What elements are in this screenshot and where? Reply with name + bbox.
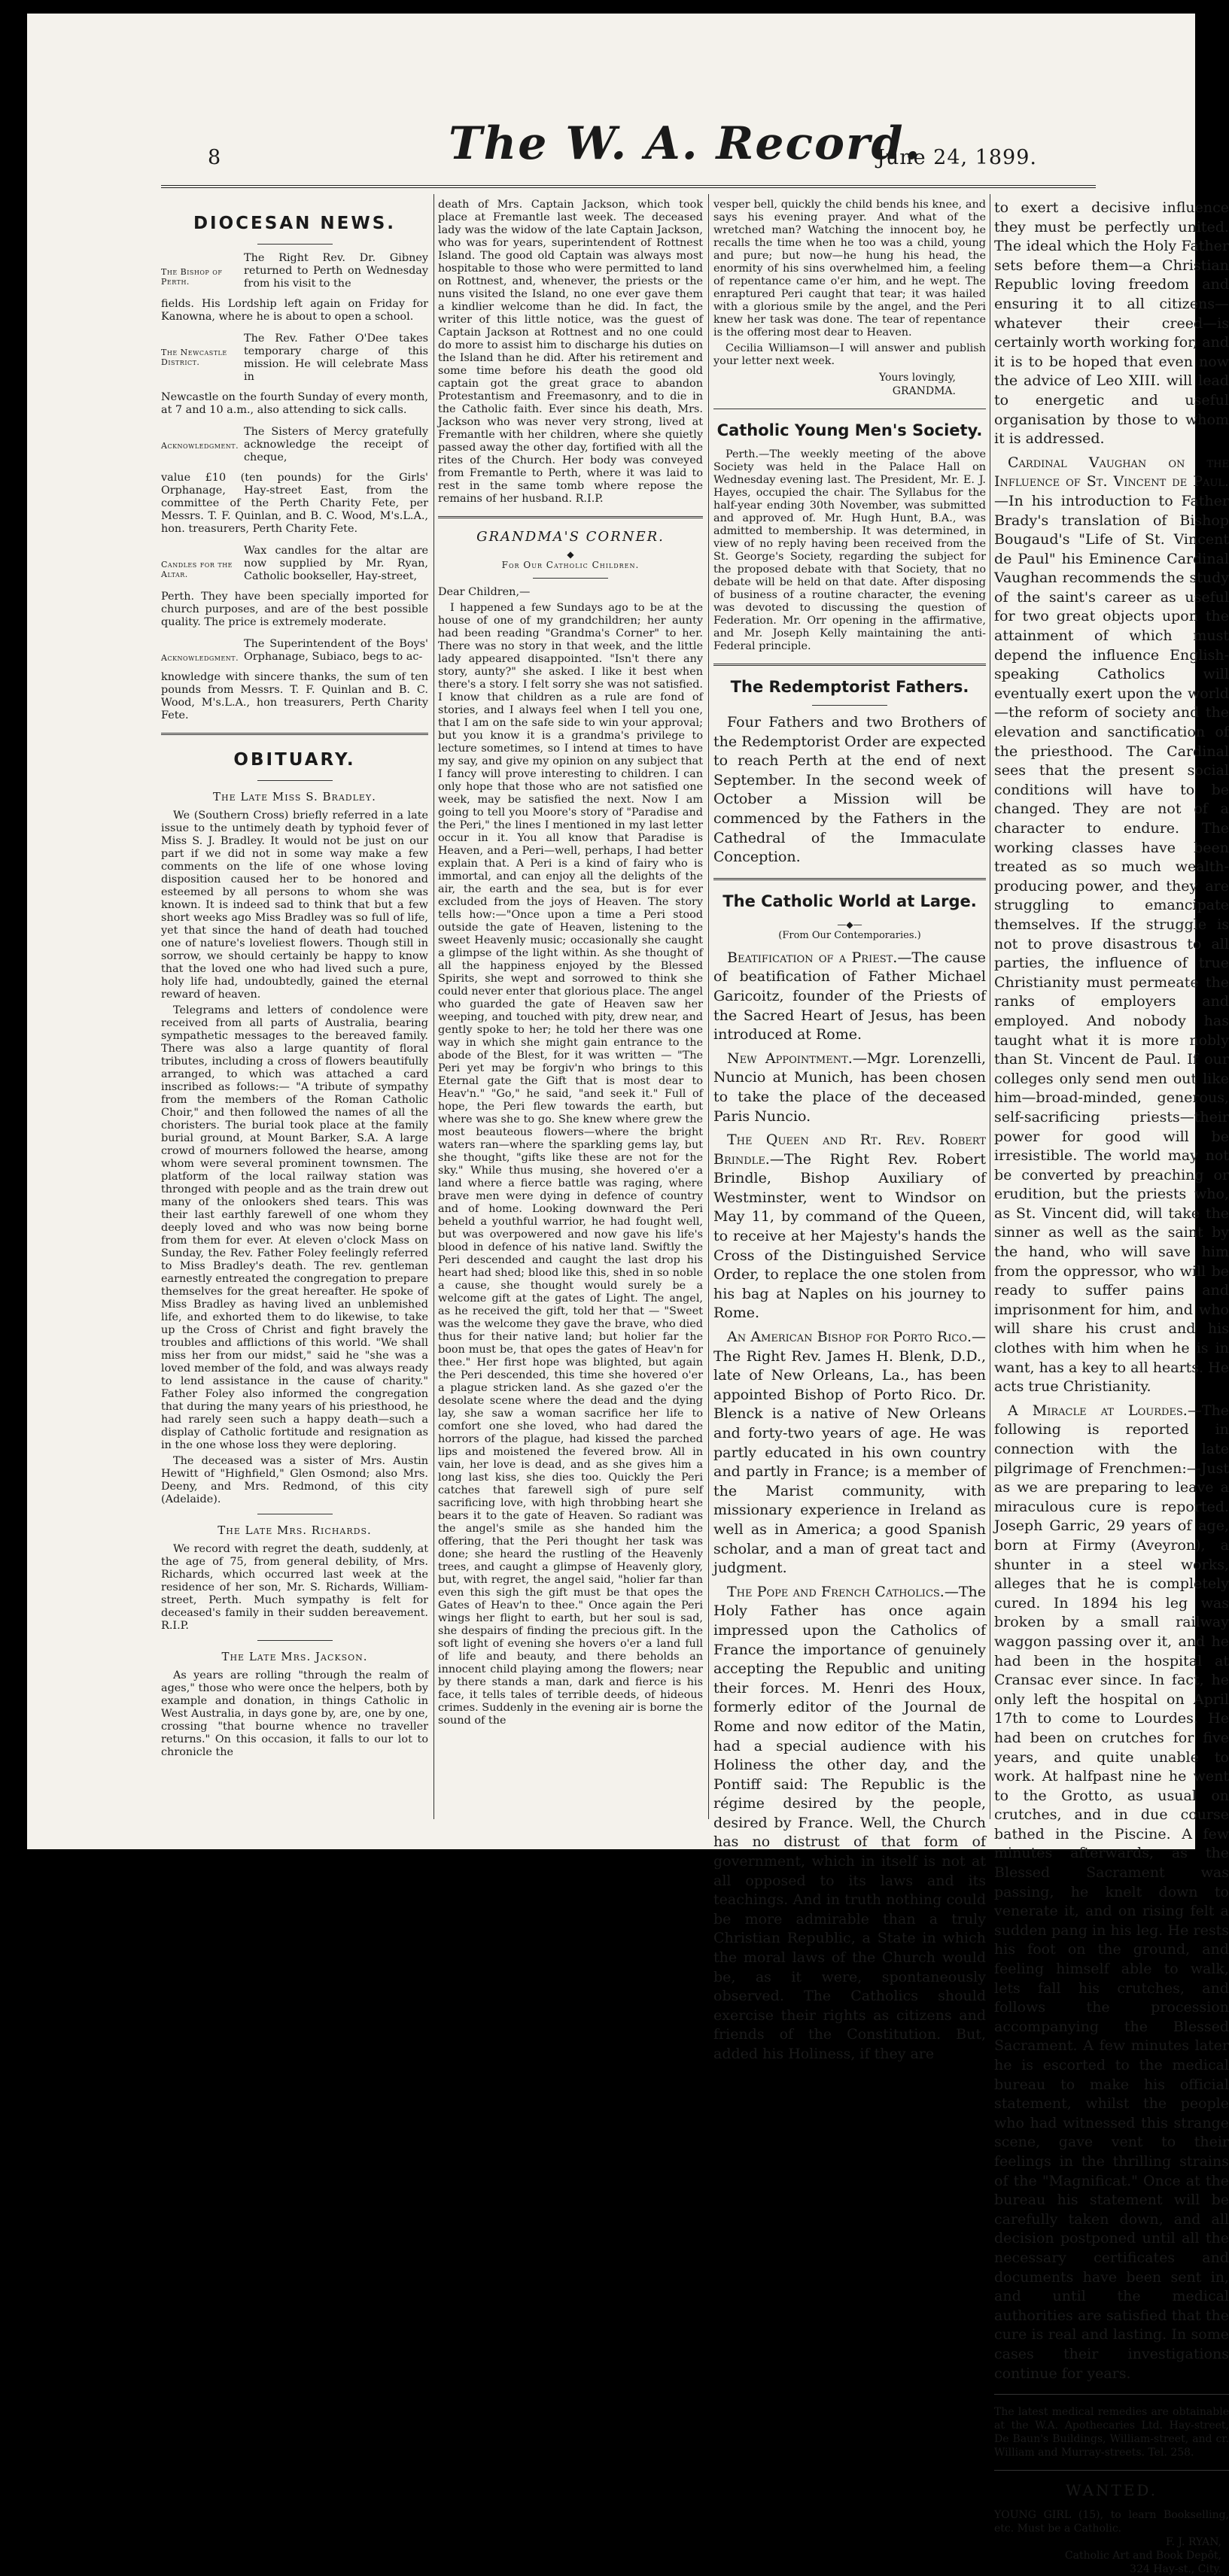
lourdes-text: —The following is reported in connection with the late pilgrimage of Frenchmen:—Just as we are preparing to leave a miraculous cure is reported. Joseph Garric, 29 years of age, born at Firmy (Aveyron), a shunter in a steel works, alleges that he is completely cured. In 1894 his leg was broken by a small railway waggon passing over it, and he had been in the hospital at Cransac ever since. In fact, he only left the hospital on April 17th to come to Lourdes. He had been on crutches for five years, and quite unable to work. At halfpast nine he went to the Grotto, as usual on crutches, and in due course bathed in the Piscine. A few minutes afterwards, as the Blessed Sacrament was passing, he knelt down to venerate it, and on rising felt a sudden pang in his leg. He rests his foot on the ground, and feeling himself able to walk, lets fall his crutches, and follows the procession accompanying the Blessed Sacrament. A few minutes later he is escorted to the medical bureau to make his official statement, whilst the people who had witnessed this strange scene, gave vent to their feelings in the thrilling strains of the "Magnificat." Once at the bureau his statement will be carefully taken down, and all decision postponed until all the necessary certificates and documents have been sent in, and until the medical authorities are satisfied that the cure is real and lasting. In some cases their investigations continue for years. — [994, 1402, 1229, 2382]
vaughan-paragraph — [994, 454, 1229, 1397]
issue-date: June 24, 1899. — [877, 146, 1037, 169]
page-number: 8 — [208, 146, 221, 169]
divider — [994, 2470, 1229, 2471]
wanted-sign-name: F. J. RYAN, — [1165, 2536, 1221, 2549]
wanted-heading: WANTED. — [1065, 2481, 1158, 2500]
catholic-world-item — [713, 1050, 986, 1126]
item-lead: Beatification of a Priest. — [727, 949, 898, 966]
notice-label: Acknowledgment. — [161, 441, 239, 451]
notice-label: Acknowledgment. — [161, 653, 239, 663]
catholic-world-item — [713, 949, 986, 1045]
diocesan-notice — [161, 545, 428, 583]
cecilia-note: Cecilia Williamson—I will answer and publish your letter next week. — [713, 342, 986, 367]
divider — [161, 733, 428, 735]
notice-label: The Bishop of Perth. — [161, 267, 223, 287]
catholic-world-item — [713, 1328, 986, 1578]
apothecaries-ad: The latest medical remedies are obtainable at the W.A. Apothecaries Ltd. Hay-street, De Baun's Buildings, William-street, and cr. William and Murray-streets. Tel. 258. — [994, 2406, 1229, 2459]
column-4 — [994, 199, 1229, 2576]
notice-text: The Superintendent of the Boys' Orphanage, Subiaco, begs to ac- — [244, 638, 428, 663]
grandmas-corner-heading: GRANDMA'S CORNER. — [476, 529, 665, 545]
column-divider — [708, 194, 709, 1819]
column-3 — [713, 199, 986, 2062]
catholic-world-source: (From Our Contemporaries.) — [778, 929, 921, 941]
wanted-sign-address: 324 Hay-st., City. — [1130, 2563, 1221, 2576]
divider — [713, 878, 986, 880]
richards-paragraph: We record with regret the death, suddenly, at the age of 75, from general debility, of Mrs. Richards, which occurred last week at the residence of her son, Mr. S. Richards, William-street, Perth. Much sympathy is felt for deceased's family in their sudden bereavement. R.I.P. — [161, 1543, 428, 1632]
diocesan-notice — [161, 333, 428, 384]
item-text: —The Right Rev. James H. Blenk, D.D., late of New Orleans, La., has been appointed Bishop of Porto Rico. Dr. Blenck is a native of New Orleans and forty-two years of age. He was partly educated in his own country and partly in France; is a member of the Marist community, with missionary experience in Ireland as well as in America; a good Spanish scholar, and a man of great tact and judgment. — [713, 1329, 986, 1577]
salutation: Dear Children,— — [438, 586, 531, 598]
jackson-heading: The Late Mrs. Jackson. — [221, 1650, 368, 1663]
grandma-paragraph: I happened a few Sundays ago to be at the house of one of my grandchildren; her aunty had been reading "Grandma's Corner" to her. There was no story in that week, and the little lady appeared disappointed. "Isn't there any story, aunty?" she asked. I like it best when there's a story. I felt sorry she was not satisfied. I know that children as a rule are fond of stories, and I always feel when I tell you one, that I am on the safe side to win your approval; but you know it is a grandma's privilege to lecture sometimes, so I intend at times to have my say, and give my opinion on any subject that I fancy will prove interesting to children. I can only hope that those who are not satisfied one week, may be satisfied the next. Now I am going to tell you Moore's story of "Paradise and the Peri," the lines I mentioned in my last letter occur in it. You all know that Paradise is Heaven, and a Peri—well, perhaps, I had better explain that. A Peri is a kind of fairy who is immortal, and can enjoy all the delights of the air, the earth and the sea, but is for ever excluded from the joys of Heaven. The story tells how:—"Once upon a time a Peri stood outside the gate of Heaven, listening to the sweet Heavenly music; occasionally she caught a glimpse of the light within. As she thought of all the happiness enjoyed by the Blessed Spirits, she wept and sorrowed to think she could never enter that glorious place. The angel who guarded the gate of Heaven saw her weeping, and touched with pity, drew near, and gently spoke to her; he told her there was one way in which she might gain entrance to the abode of the Blest, for it was written — "The Peri yet may be forgiv'n who brings to this Eternal gate the Gift that is most dear to Heav'n." "Go," he said, "and seek it." Full of hope, the Peri flew towards the earth, but where was she to go. She knew where grew the most beauteous flowers—where the bright waters ran—where the sparkling gems lay, but she thought, "gifts like these are not for the sky." While thus musing, she hovered o'er a land where a fierce battle was raging, where brave men were dying in defence of country and of home. Looking downward the Peri beheld a youthful warrior, he had fought well, but was overpowered and now gave his life's blood in defence of his native land. Swiftly the Peri descended and caught the last drop his heart had shed; blood like this, shed in so noble a cause, she thought would surely be a welcome gift at the gates of Light. The angel, as he received the gift, told her that — "Sweet was the welcome they gave the brave, who died thus for their native land; but holier far the boon must be, that opes the gates of Heav'n for thee." Her first hope was blighted, but again the Peri descended, this time she hovered o'er a plague stricken land. As she gazed o'er the desolate scene where the dead and the dying lay, she saw a woman sacrifice her life to comfort one she loved, who had dared the horrors of the plague, had kissed the parched lips and moistened the fevered brow. All in vain, her love is dead, and as she gives him a long last kiss, she dies too. Quickly the Peri catches that farewell sigh of pure self sacrificing love, with high throbbing heart she bears it to the gate of Heaven. So radiant was the angel's smile as she handed him the offering, that the Peri thought her task was done; she heard the rustling of the Heavenly trees, and caught a glimpse of Heavenly glory, but, with regret, the angel said, "holier far than even this sigh the gift must be that opes the Gates of Heav'n to thee." Once again the Peri wings her flight to earth, but her soul is sad, she despairs of finding the precious gift. In the soft light of evening she hovers o'er a land full of life and beauty, and there beholds an innocent child playing among the flowers; near by there stands a man, dark and fierce is his face, it tells tales of terrible deeds, of hideous crimes. Suddenly in the evening air is borne the sound of the — [438, 602, 703, 1727]
notice-text: The Sisters of Mercy gratefully acknowledge the receipt of cheque, — [244, 426, 428, 463]
bradley-paragraph: We (Southern Cross) briefly referred in a late issue to the untimely death by typhoid fever of Miss S. J. Bradley. It would not be just on our part if we did not in some way make a few comments on the life of one whose loving disposition caused her to be honored and esteemed by all persons to whom she was known. It is indeed sad to think that but a few short weeks ago Miss Bradley was so full of life, yet that since the hand of death had touched one of nature's loveliest flowers. Though still in sorrow, we should certainly be happy to know that the loved one who had lived such a pure, holy life had, undoubtedly, gained the eternal reward of heaven. — [161, 810, 428, 1001]
notice-label: Candles for the Altar. — [161, 560, 233, 579]
bradley-heading: The Late Miss S. Bradley. — [213, 790, 376, 803]
signature-name: GRANDMA. — [892, 385, 956, 397]
diocesan-news-heading: DIOCESAN NEWS. — [193, 214, 397, 233]
redemptorist-heading: The Redemptorist Fathers. — [730, 678, 969, 696]
divider — [812, 705, 887, 706]
pope-continued: to exert a decisive influence they must be perfectly united. The ideal which the Holy Father sets before them—a Christian Republic loving freedom and ensuring it to all citizens—whatever their creed—is certainly worth working for, and it is to be hoped that even now the advice of Leo XIII. will lead to energetic and useful organisation by those to whom it is addressed. — [994, 199, 1229, 448]
notice-text-cont: knowledge with sincere thanks, the sum of ten pounds from Messrs. T. F. Quinlan and B. C. Wood, M's.L.A., hon treasurers, Perth Charity Fete. — [161, 671, 428, 721]
obituary-heading: OBITUARY. — [233, 750, 356, 770]
masthead: The W. A. Record. — [449, 117, 922, 170]
newspaper-page — [27, 14, 1229, 2576]
column-divider — [433, 194, 434, 1819]
notice-text: Wax candles for the altar are now supplied by Mr. Ryan, Catholic bookseller, Hay-street, — [244, 545, 428, 582]
divider — [438, 516, 703, 518]
divider — [994, 2394, 1229, 2395]
item-lead: New Appointment. — [727, 1050, 853, 1067]
notice-text: The Right Rev. Dr. Gibney returned to Perth on Wednesday from his visit to the — [244, 252, 428, 290]
bradley-paragraph: The deceased was a sister of Mrs. Austin Hewitt of "Highfield," Glen Osmond; also Mrs. Deeny, and Mrs. Redmond, of this city (Adelaide). — [161, 1455, 428, 1505]
notice-text-cont: fields. His Lordship left again on Friday for Kanowna, where he is about to open a school. — [161, 298, 428, 323]
item-text: —The cause of beatification of Father Michael Garicoitz, founder of the Priests of the Sacred Heart of Jesus, has been introduced at Rome. — [713, 949, 986, 1043]
catholic-world-heading: The Catholic World at Large. — [722, 892, 977, 910]
richards-heading: The Late Mrs. Richards. — [218, 1523, 372, 1537]
diocesan-notice — [161, 638, 428, 664]
divider — [257, 780, 333, 781]
cymsoc-heading: Catholic Young Men's Society. — [716, 421, 983, 439]
wanted-sign-shop: Catholic Art and Book Depôt, — [1064, 2550, 1221, 2562]
divider — [533, 578, 608, 579]
vaughan-text: —In his introduction to Father Brady's translation of Bishop Bougaud's "Life of St. Vincent de Paul" his Eminence Cardinal Vaughan recommends the study of the saint's career as useful for two great objects upon the attainment of which must depend the influence English-speaking Catholics will eventually exert upon the world—the reform of society and the elevation and sanctification of the priesthood. The Cardinal sees that the present social conditions will have to be changed. They are not of a character to endure. The working classes have been treated as so much wealth-producing power, and they are struggling to emancipate themselves. If the struggle is not to prove disastrous to all parties, the influence of true Christianity must permeate the ranks of employers and employed. And nobody has taught what it is more nobly than St. Vincent de Paul. If our colleges only send men out like him—broad-minded, generous, self-sacrificing priests—their power for good will be irresistible. The world may not be converted by preaching or erudition, but the priests who, as St. Vincent did, will take the sinner as well as the saint by the hand, who will save him from the oppressor, who will be ready to suffer pains and imprisonment for him, and who will share his crust and his clothes with him when he is in want, has a key to all hearts. He acts true Christianity. — [994, 492, 1229, 1396]
diamond-ornament: ◆ — [567, 549, 574, 560]
notice-text-cont: value £10 (ten pounds) for the Girls' Orphanage, Hay-street East, from the committee of the Perth Charity Fete, per Messrs. T. F. Quinlan, and B. C. Wood, M's.L.A., hon. treasurers, Perth Charity Fete. — [161, 472, 428, 535]
page-header — [27, 14, 1195, 194]
item-lead: An American Bishop for Porto Rico. — [727, 1329, 972, 1346]
signature-line: Yours lovingly, — [878, 372, 956, 384]
notice-label: The Newcastle District. — [161, 348, 227, 367]
catholic-world-item — [713, 1583, 986, 2064]
item-lead: The Pope and French Catholics. — [727, 1583, 945, 1600]
column-2 — [438, 199, 703, 1819]
diocesan-notice — [161, 252, 428, 290]
notice-text: The Rev. Father O'Dee takes temporary charge of this mission. He will celebrate Mass in — [244, 333, 428, 383]
jackson-paragraph: As years are rolling "through the realm of ages," those who were once the helpers, both by example and donation, in things Catholic in West Australia, in days gone by, are, one by one, crossing "that bourne whence no traveller returns." On this occasion, it falls to our lot to chronicle the — [161, 1669, 428, 1758]
jackson-continued: death of Mrs. Captain Jackson, which took place at Fremantle last week. The deceased lady was the widow of the late Captain Jackson, who was for years, superintendent of Rottnest Island. The good old Captain was always most hospitable to those who were permitted to land on Rottnest, and, whenever, the priests or the nuns visited the Island, no one ever gave them a kindlier welcome than he did. In fact, the writer of this little notice, was the guest of Captain Jackson at Rottnest and no one could do more to assist him to discharge his duties on the Island than he did. After his retirement and some time before his death the good old captain got the great grace to abandon Protestantism and Freemasonry, and to die in the Catholic faith. Ever since his death, Mrs. Jackson who was never very strong, lived at Fremantle with her children, where she quietly passed away the other day, fortified with all the rites of the Church. Her body was conveyed from Fremantle to Perth, where it was laid to rest in the same tomb where repose the remains of her husband. R.I.P. — [438, 199, 703, 505]
notice-text-cont: Newcastle on the fourth Sunday of every month, at 7 and 10 a.m., also attending to sick calls. — [161, 391, 428, 416]
divider — [713, 664, 986, 666]
lourdes-lead: A Miracle at Lourdes. — [1008, 1402, 1188, 1419]
item-text: —Mgr. Lorenzelli, Nuncio at Munich, has been chosen to take the place of the deceased Paris Nuncio. — [713, 1050, 986, 1125]
diocesan-notice — [161, 426, 428, 464]
item-text: —The Holy Father has once again impressed upon the Catholics of France the importance of genuinely accepting the Republic and uniting their forces. M. Henri des Houx, formerly editor of the Journal de Rome and now editor of the Matin, had a special audience with his Holiness the other day, and the Pontiff said: The Republic is the régime desired by the people, desired by France. Well, the Church has no distrust of that form of government, which in itself is not at all opposed to its laws and its teachings. And in truth nothing could be more admirable than a truly Christian Republic, a State in which the moral laws of the Church would be, as it were, spontaneously observed. The Catholics should exercise their rights as citizens and friends of the Constitution. But, added his Holiness, if they are — [713, 1583, 986, 2062]
column-1 — [161, 199, 428, 1819]
header-rule — [161, 185, 1096, 188]
catholic-world-item — [713, 1131, 986, 1323]
bradley-paragraph: Telegrams and letters of condolence were received from all parts of Australia, bearing sympathetic messages to the bereaved family. There was also a large quantity of floral tributes, including a cross of flowers beautifully arranged, to which was attached a card inscribed as follows:— "A tribute of sympathy from the members of the Roman Catholic Choir," and then followed the names of all the choristers. The burial took place at the family burial ground, at Mount Barker, S.A. A large crowd of mourners followed the hearse, among whom were several prominent townsmen. The platform of the local railway station was thronged with people and as the train drew out many of the onlookers shed tears. This was their last earthly farewell of one whom they deeply loved and who was now being borne from them for ever. At eleven o'clock Mass on Sunday, the Rev. Father Foley feelingly referred to Miss Bradley's death. The rev. gentleman earnestly entreated the congregation to prepare themselves for the great hereafter. He spoke of Miss Bradley as having lived an unblemished life, and exhorted them to do likewise, to take up the Cross of Christ and fight bravely the troubles and afflictions of this world. "We shall miss her from our midst," said he "she was a loved member of the fold, and was always ready to lend assistance in the cause of charity." Father Foley also informed the congregation that during the many years of his priesthood, he had rarely seen such a happy death—such a display of Catholic fortitude and resignation as in the one whose loss they were deploring. — [161, 1004, 428, 1451]
redemptorist-paragraph: Four Fathers and two Brothers of the Redemptorist Order are expected to reach Perth at the end of next September. In the second week of October a Mission will be commenced by the Fathers in the Cathedral of the Immaculate Conception. — [713, 714, 986, 866]
notice-text-cont: Perth. They have been specially imported for church purposes, and are of the best possible quality. The price is extremely moderate. — [161, 591, 428, 628]
cymsoc-paragraph: Perth.—The weekly meeting of the above Society was held in the Palace Hall on Wednesday evening last. The President, Mr. E. J. Hayes, occupied the chair. The Syllabus for the half-year ending 30th November, was submitted and approved of. Mr. Hugh Hunt, B.A., was admitted to membership. It was determined, in view of no reply having been received from the St. George's Society, regarding the subject for the proposed debate with that Society, that no debate will be held on that date. After disposing of business of a routine character, the evening was devoted to discussing the question of Federation. Mr. Orr opening in the affirmative, and Mr. Joseph Kelly maintaining the anti-Federal principle. — [713, 448, 986, 652]
divider — [257, 244, 333, 245]
item-text: —The Right Rev. Robert Brindle, Bishop Auxiliary of Westminster, went to Windsor on May 11, by command of the Queen, to receive at her Majesty's hands the Cross of the Distinguished Service Order, to replace the one stolen from his bag at Naples on his journey to Rome. — [713, 1150, 986, 1322]
divider — [257, 1640, 333, 1641]
vaughan-lead: Cardinal Vaughan on the Influence of St. Vincent de Paul. — [994, 454, 1229, 491]
lourdes-paragraph — [994, 1402, 1229, 2383]
wanted-text: YOUNG GIRL (15), to learn Bookselling, etc. Must be a Catholic. — [994, 2509, 1229, 2535]
grandma-continued: vesper bell, quickly the child bends his knee, and says his evening prayer. And what of the wretched man? Watching the innocent boy, he recalls the time when he too was a child, young and pure; but now—he hung his head, the enormity of his sins overwhelmed him, a feeling of repentance came o'er him, and he wept. The enraptured Peri caught that tear; it was hailed with a glorious smile by the angel, and the Peri knew her task was done. The tear of repentance is the offering most dear to Heaven. — [713, 199, 986, 339]
diamond-ornament: —◆— — [837, 919, 862, 930]
item-lead: The Queen and Rt. Rev. Robert Brindle. — [713, 1132, 986, 1168]
grandmas-corner-dedication: For Our Catholic Children. — [501, 560, 640, 570]
